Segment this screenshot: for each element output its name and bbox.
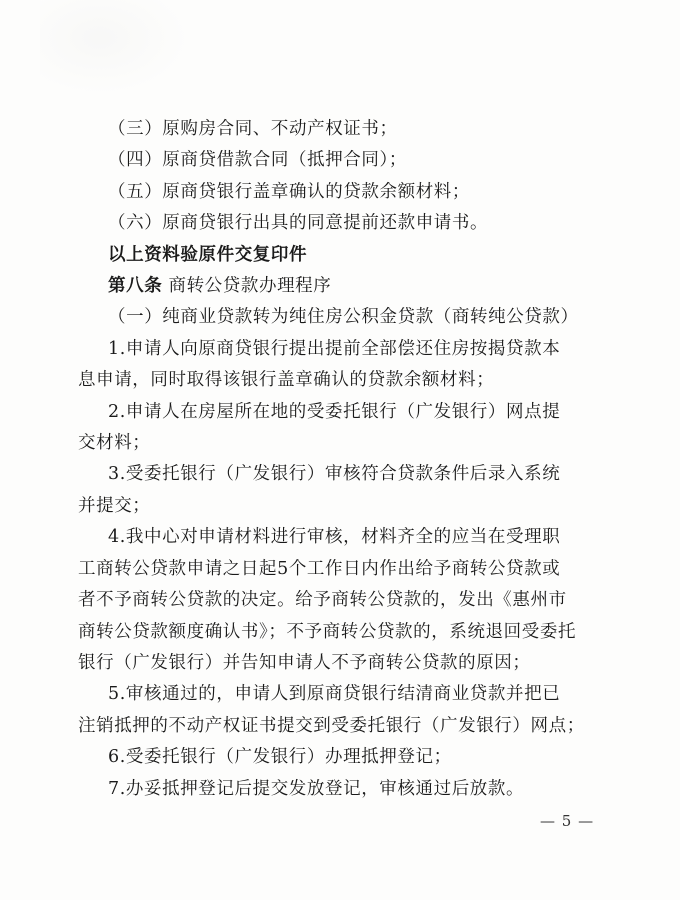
scan-smudge	[40, 0, 190, 95]
step-7: 7.办妥抵押登记后提交发放登记，审核通过后放款。	[108, 778, 525, 799]
step-5-line-2: 注销抵押的不动产权证书提交到受委托银行（广发银行）网点；	[78, 715, 585, 736]
step-2-line-2: 交材料；	[78, 433, 151, 454]
page-number: — 5 —	[540, 812, 595, 830]
list-item-3: （三）原购房合同、不动产权证书；	[108, 119, 398, 139]
article-heading	[108, 271, 598, 302]
list-item-4: （四）原商贷借款合同（抵押合同）；	[108, 150, 407, 171]
step-4-line-2: 工商转公贷款申请之日起5个工作日内作出给予商转公贷款或	[78, 558, 561, 579]
step-5-line-1: 5.审核通过的，申请人到原商贷银行结清商业贷款并把已	[108, 684, 561, 705]
section-heading-1: （一）纯商业贷款转为纯住房公积金贷款（商转纯公贷款）	[108, 307, 579, 328]
step-1-line-2: 息申请，同时取得该银行盖章确认的贷款余额材料；	[78, 370, 495, 391]
list-item-5: （五）原商贷银行盖章确认的贷款余额材料；	[108, 181, 470, 202]
step-1-line-1: 1.申请人向原商贷银行提出提前全部偿还住房按揭贷款本	[108, 338, 561, 359]
step-4-line-5: 银行（广发银行）并告知申请人不予商转公贷款的原因；	[78, 652, 531, 673]
article-number: 第八条	[108, 276, 163, 297]
materials-note: 以上资料验原件交复印件	[108, 244, 308, 265]
document-body	[78, 114, 598, 805]
step-2-line-1: 2.申请人在房屋所在地的受委托银行（广发银行）网点提	[108, 401, 561, 422]
step-3-line-2: 并提交；	[78, 495, 151, 516]
step-3-line-1: 3.受委托银行（广发银行）审核符合贷款条件后录入系统	[108, 464, 561, 485]
step-4-line-3: 者不予商转公贷款的决定。给予商转公贷款的，发出《惠州市	[78, 590, 567, 611]
step-6: 6.受委托银行（广发银行）办理抵押登记；	[108, 747, 452, 768]
list-item-6: （六）原商贷银行出具的同意提前还款申请书。	[108, 213, 489, 234]
step-4-line-1: 4.我中心对申请材料进行审核，材料齐全的应当在受理职	[108, 527, 561, 548]
article-title: 商转公贷款办理程序	[162, 276, 332, 297]
step-4-line-4: 商转公贷款额度确认书》；不予商转公贷款的，系统退回受委托	[78, 621, 577, 642]
